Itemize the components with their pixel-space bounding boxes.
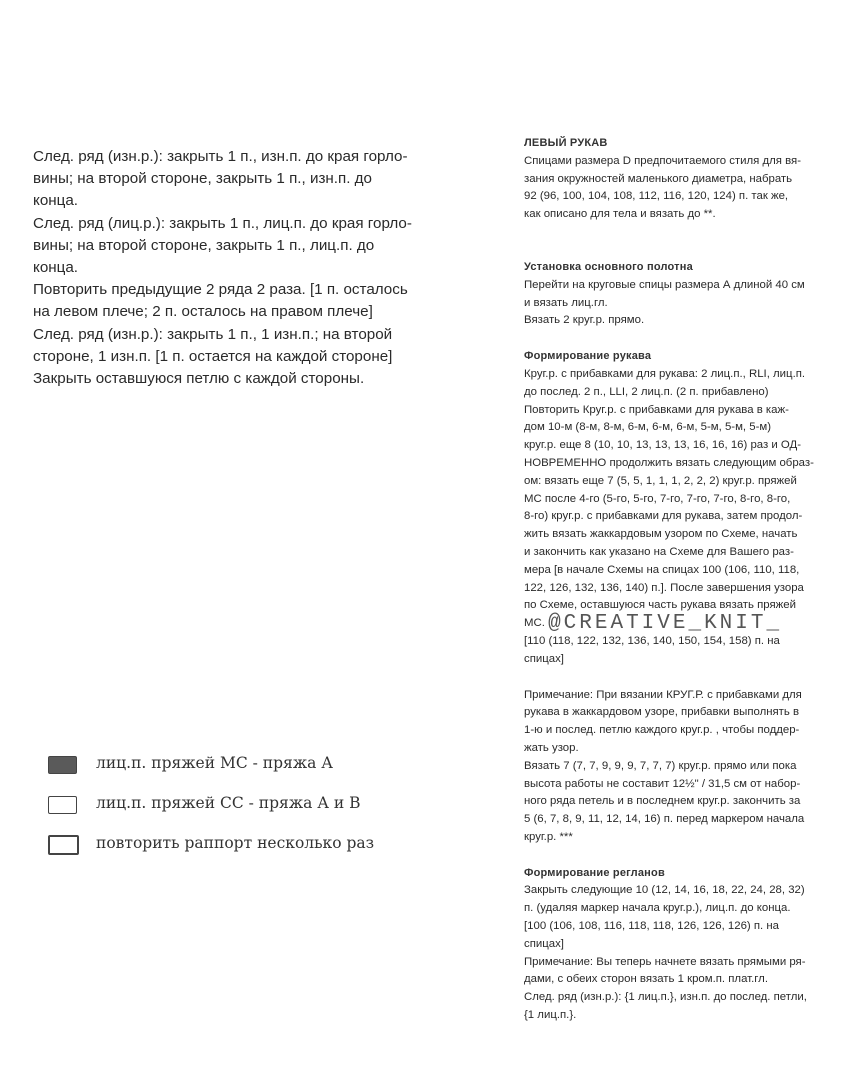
text-line: вины; на второй стороне, закрыть 1 п., изн.п. до (33, 170, 372, 188)
text-line: п. (удаляя маркер начала круг.р.), лиц.п. до конца. (524, 902, 791, 915)
text-line: Спицами размера D предпочитаемого стиля для вя- (524, 154, 802, 167)
watermark-text: @CREATIVE_KNIT_ (548, 612, 783, 636)
text-line: дом 10-м (8-м, 8-м, 6-м, 6-м, 6-м, 5-м, 5-м, 5-м) (524, 421, 772, 434)
shaping-last-prefix: МС. (524, 617, 545, 630)
heading-sleeve-shaping: Формирование рукава (524, 350, 652, 363)
text-line: [110 (118, 122, 132, 136, 140, 150, 154, 158) п. на (524, 634, 780, 647)
text-line: как описано для тела и вязать до **. (524, 208, 716, 221)
intro-paragraph (524, 153, 842, 224)
legend-item-repeat (48, 832, 448, 872)
legend-swatch-cc (48, 796, 77, 814)
shaping-tail (524, 633, 842, 669)
text-line: 122, 126, 132, 136, 140) п.]. После завершения узора (524, 581, 804, 594)
text-line: и закончить как указано на Схеме для Вашего раз- (524, 545, 794, 558)
left-column-text (33, 146, 433, 390)
note-paragraph (524, 687, 842, 847)
section-title-left-sleeve: ЛЕВЫЙ РУКАВ (524, 137, 608, 149)
text-line: [100 (106, 108, 116, 118, 118, 126, 126, 126) п. на (524, 920, 780, 933)
text-line: Вязать 7 (7, 7, 9, 9, 9, 7, 7, 7) круг.р. прямо или пока (524, 759, 797, 772)
text-line: жать узор. (524, 741, 579, 754)
heading-setup: Установка основного полотна (524, 260, 693, 273)
text-line: дами, с обеих сторон вязать 1 кром.п. плат.гл. (524, 973, 768, 986)
text-line: След. ряд (лиц.р.): закрыть 1 п., лиц.п. до края горло- (33, 214, 412, 232)
text-line: Перейти на круговые спицы размера А длиной 40 см (524, 278, 805, 291)
legend-item-cc (48, 792, 448, 832)
text-line: ом: вязать еще 7 (5, 5, 1, 1, 1, 2, 2, 2) круг.р. пряжей (524, 474, 797, 487)
text-line: вины; на второй стороне, закрыть 1 п., лиц.п. до (33, 236, 375, 254)
text-line: След. ряд (изн.р.): {1 лиц.п.}, изн.п. до послед. петли, (524, 991, 807, 1004)
text-line: НОВРЕМЕННО продолжить вязать следующим образ- (524, 456, 814, 469)
text-line: Повторить предыдущие 2 ряда 2 раза. [1 п. осталось (33, 281, 408, 299)
text-line: на левом плече; 2 п. осталось на правом плече] (33, 303, 373, 321)
text-line: 1-ю и послед. петлю каждого круг.р. , чтобы поддер- (524, 724, 800, 737)
text-line: рукава в жаккардовом узоре, прибавки выполнять в (524, 706, 800, 719)
shaping-last-line (524, 612, 842, 636)
legend-swatch-mc (48, 756, 77, 774)
legend-item-mc (48, 752, 448, 792)
text-line: Вязать 2 круг.р. прямо. (524, 314, 645, 327)
text-line: до послед. 2 п., LLI, 2 лиц.п. (2 п. прибавлено) (524, 385, 769, 398)
text-line: ного ряда петель и в последнем круг.р. закончить за (524, 795, 801, 808)
text-line: Примечание: Вы теперь начнете вязать прямыми ря- (524, 955, 806, 968)
setup-paragraph (524, 277, 842, 330)
text-line: мера [в начале Схемы на спицах 100 (106, 110, 118, (524, 563, 800, 576)
legend-label-repeat: повторить раппорт несколько раз (96, 834, 375, 852)
text-line: Закрыть следующие 10 (12, 14, 16, 18, 22, 24, 28, 32) (524, 884, 805, 897)
text-line: {1 лиц.п.}. (524, 1009, 577, 1022)
text-line: и вязать лиц.гл. (524, 296, 608, 309)
text-line: стороне, 1 изн.п. [1 п. остается на каждой стороне] (33, 347, 393, 365)
text-line: 5 (6, 7, 8, 9, 11, 12, 14, 16) п. перед маркером начала (524, 813, 805, 826)
text-line: Примечание: При вязании КРУГ.Р. с прибавками для (524, 688, 802, 701)
text-line: круг.р. еще 8 (10, 10, 13, 13, 13, 16, 16, 16) раз и ОД- (524, 439, 802, 452)
legend-label-mc: лиц.п. пряжей МС - пряжа А (96, 754, 333, 772)
right-column-text (524, 135, 842, 1025)
text-line: 8-го) круг.р. с прибавками для рукава, затем продол- (524, 510, 803, 523)
heading-raglan: Формирование регланов (524, 866, 665, 879)
text-line: жить вязать жаккардовым узором по Схеме, начать (524, 528, 798, 541)
text-line: МС после 4-го (5-го, 5-го, 7-го, 7-го, 7-го, 8-го, 8-го, (524, 492, 791, 505)
chart-legend (48, 752, 448, 872)
text-line: круг.р. *** (524, 830, 573, 843)
text-line: высота работы не составит 12½" / 31,5 см от набор- (524, 777, 801, 790)
text-line: Круг.р. с прибавками для рукава: 2 лиц.п., RLI, лиц.п. (524, 367, 806, 380)
text-line: спицах] (524, 937, 564, 950)
text-line: зания окружностей маленького диаметра, набрать (524, 172, 793, 185)
text-line: 92 (96, 100, 104, 108, 112, 116, 120, 124) п. так же, (524, 190, 789, 203)
text-line: След. ряд (изн.р.): закрыть 1 п., 1 изн.п.; на второй (33, 325, 393, 343)
legend-swatch-repeat (48, 835, 79, 855)
text-line: конца. (33, 259, 79, 277)
text-line: Повторить Круг.р. с прибавками для рукава в каж- (524, 403, 789, 416)
legend-label-cc: лиц.п. пряжей СС - пряжа А и В (96, 794, 361, 812)
text-line: Закрыть оставшуюся петлю с каждой стороны. (33, 370, 365, 388)
text-line: След. ряд (изн.р.): закрыть 1 п., изн.п. до края горло- (33, 148, 408, 165)
text-line: конца. (33, 192, 79, 210)
raglan-paragraph (524, 882, 842, 1024)
text-line: по Схеме, оставшуюся часть рукава вязать пряжей (524, 599, 796, 612)
shaping-paragraph (524, 366, 842, 615)
text-line: спицах] (524, 652, 564, 665)
